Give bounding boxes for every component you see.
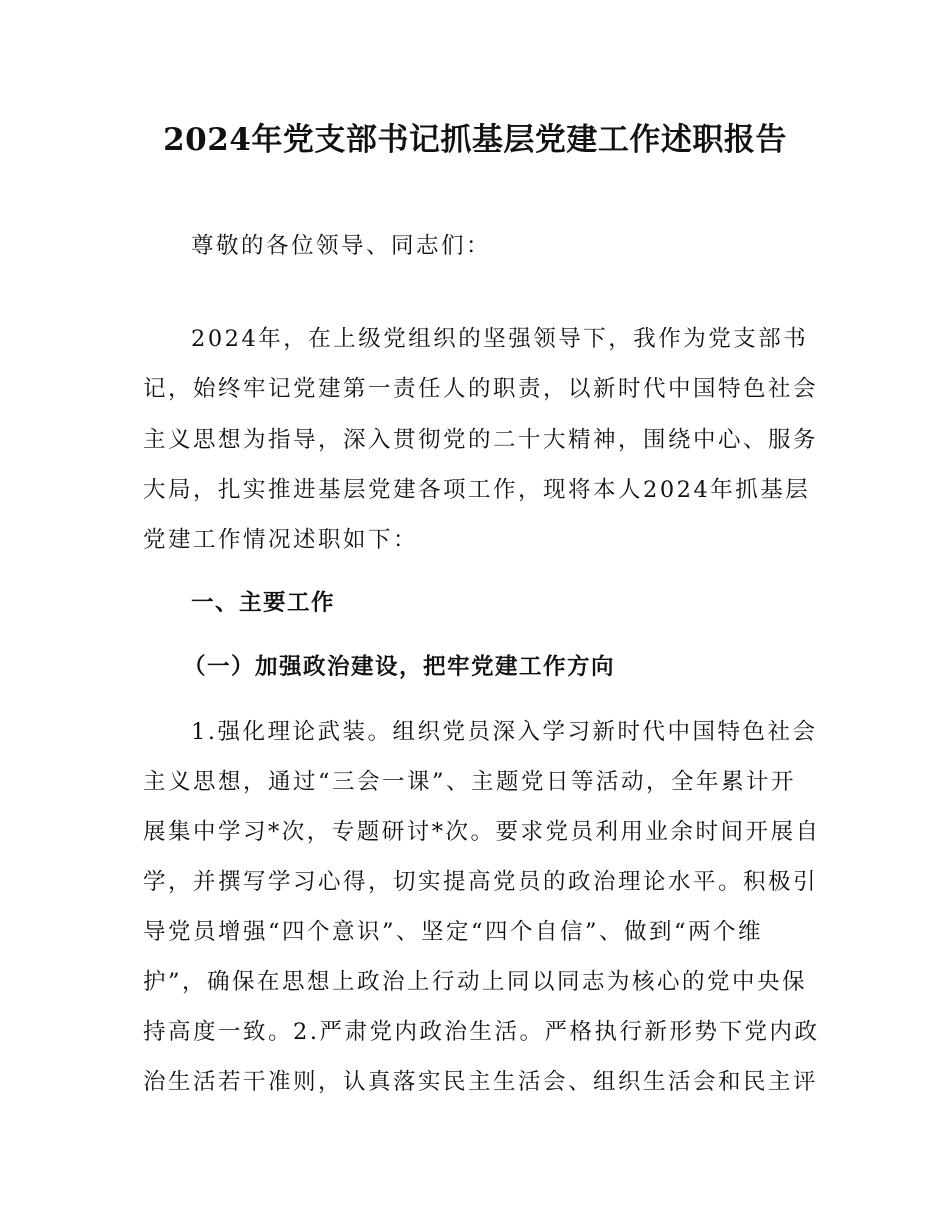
body-line: 1.强化理论武装。组织党员深入学习新时代中国特色社会 [191,719,818,745]
body-line: 主义思想，通过“三会一课”、主题党日等活动，全年累计开 [143,769,797,795]
body-line: 展集中学习*次，专题研讨*次。要求党员利用业余时间开展自 [143,819,821,845]
subsection-heading: （一）加强政治建设，把牢党建工作方向 [183,654,616,680]
salutation: 尊敬的各位领导、同志们： [191,233,492,259]
section-heading: 一、主要工作 [191,590,336,616]
intro-line: 大局，扎实推进基层党建各项工作，现将本人2024年抓基层 [143,477,811,503]
intro-line: 2024年，在上级党组织的坚强领导下，我作为党支部书 [191,326,809,352]
body-line: 导党员增强“四个意识”、坚定“四个自信”、做到“两个维 [143,919,764,945]
intro-line: 记，始终牢记党建第一责任人的职责，以新时代中国特色社会 [143,376,819,402]
body-line: 持高度一致。2.严肃党内政治生活。严格执行新形势下党内政 [143,1019,820,1045]
document-title: 2024年党支部书记抓基层党建工作述职报告 [163,122,787,158]
body-line: 治生活若干准则，认真落实民主生活会、组织生活会和民主评 [143,1069,819,1095]
intro-line: 主义思想为指导，深入贯彻党的二十大精神，围绕中心、服务 [143,427,819,453]
body-line: 护”，确保在思想上政治上行动上同以同志为核心的党中央保 [143,969,808,995]
intro-line: 党建工作情况述职如下： [143,527,419,553]
body-line: 学，并撰写学习心得，切实提高党员的政治理论水平。积极引 [143,869,819,895]
